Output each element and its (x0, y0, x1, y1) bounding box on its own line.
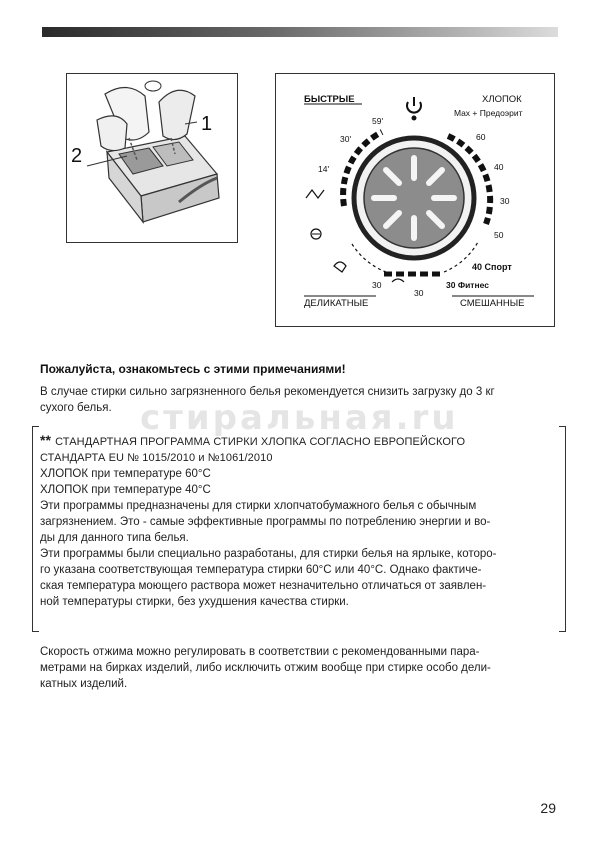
intro-line: В случае стирки сильно загрязненного белья рекомендуется снизить загрузку до 3 кг (40, 386, 495, 398)
wool-icon (392, 279, 404, 282)
note-line: Эти программы предназначены для стирки хлопчатобумажного белья с обычным (40, 500, 477, 512)
standard-program-note (40, 432, 560, 610)
note-line: СТАНДАРТА EU № 1015/2010 и №1061/2010 (40, 452, 273, 464)
sport-program-label: 40 Спорт (472, 262, 512, 272)
delicate-30b-label: 30 (414, 288, 424, 298)
detergent-drawer-figure (66, 73, 238, 243)
outro-line: Скорость отжима можно регулировать в соответствии с рекомендованными пара- (40, 646, 480, 658)
spin-speed-paragraph (40, 644, 560, 692)
note-line: ская температура моющего раствора может незначительно отличаться от заявлен- (40, 580, 487, 592)
delicate-30a-label: 30 (372, 280, 382, 290)
time-14-label: 14' (318, 164, 330, 174)
cotton-30-label: 30 (500, 196, 510, 206)
quick-programs-label: БЫСТРЫЕ (304, 94, 355, 105)
note-line: го указана соответствующая температура стирки 60°С или 40°С. Однако фактиче- (40, 564, 482, 576)
delicate-programs-label: ДЕЛИКАТНЫЕ (304, 298, 369, 309)
note-line: ной температуры стирки, без ухудшения качества стирки. (40, 596, 349, 608)
note-stars: ** (40, 432, 52, 448)
outro-line: катных изделий. (40, 678, 128, 690)
callout-2: 2 (71, 145, 83, 167)
site-watermark: стиральная.ru (140, 398, 459, 438)
callout-1: 1 (201, 113, 213, 135)
note-bracket-left (32, 426, 39, 632)
page-number: 29 (540, 800, 556, 816)
program-dial-figure (275, 73, 555, 327)
hand-wash-icon (334, 262, 346, 272)
outro-line: метрами на бирках изделий, либо исключить отжим вообще при стирке особо дели- (40, 662, 491, 674)
notes-heading: Пожалуйста, ознакомьтесь с этими примечаниями! (40, 362, 346, 376)
note-bracket-right (559, 426, 566, 632)
cotton-programs-label: ХЛОПОК (482, 94, 522, 105)
note-line: ** СТАНДАРТНАЯ ПРОГРАММА СТИРКИ ХЛОПКА СОГЛАСНО ЕВРОПЕЙСКОГО (40, 432, 466, 448)
spin-icon (311, 229, 321, 239)
note-line: загрязнением. Это - самые эффективные программы по потреблению энергии и во- (40, 516, 491, 528)
program-dial-diagram (276, 74, 554, 326)
time-30-label: 30' (340, 134, 352, 144)
fitness-program-label: 30 Фитнес (446, 280, 489, 290)
detergent-drawer-illustration (67, 74, 237, 242)
mixed-programs-label: СМЕШАННЫЕ (460, 298, 525, 309)
note-line: Эти программы были специально разработаны, для стирки белья на ярлыке, которо- (40, 548, 497, 560)
note-line: ХЛОПОК при температуре 40°С (40, 484, 211, 496)
time-59-label: 59' (372, 116, 384, 126)
header-gradient-bar (42, 27, 558, 37)
cotton-40-label: 40 (494, 162, 504, 172)
cotton-sub-label: Max + Предоэрит (454, 108, 523, 118)
note-line: ды для данного типа белья. (40, 532, 189, 544)
cotton-60-label: 60 (476, 132, 486, 142)
cotton-50-label: 50 (494, 230, 504, 240)
note-line: ХЛОПОК при температуре 60°С (40, 468, 211, 480)
power-icon (407, 97, 421, 121)
intro-line: сухого белья. (40, 402, 112, 414)
rinse-icon (306, 190, 324, 198)
